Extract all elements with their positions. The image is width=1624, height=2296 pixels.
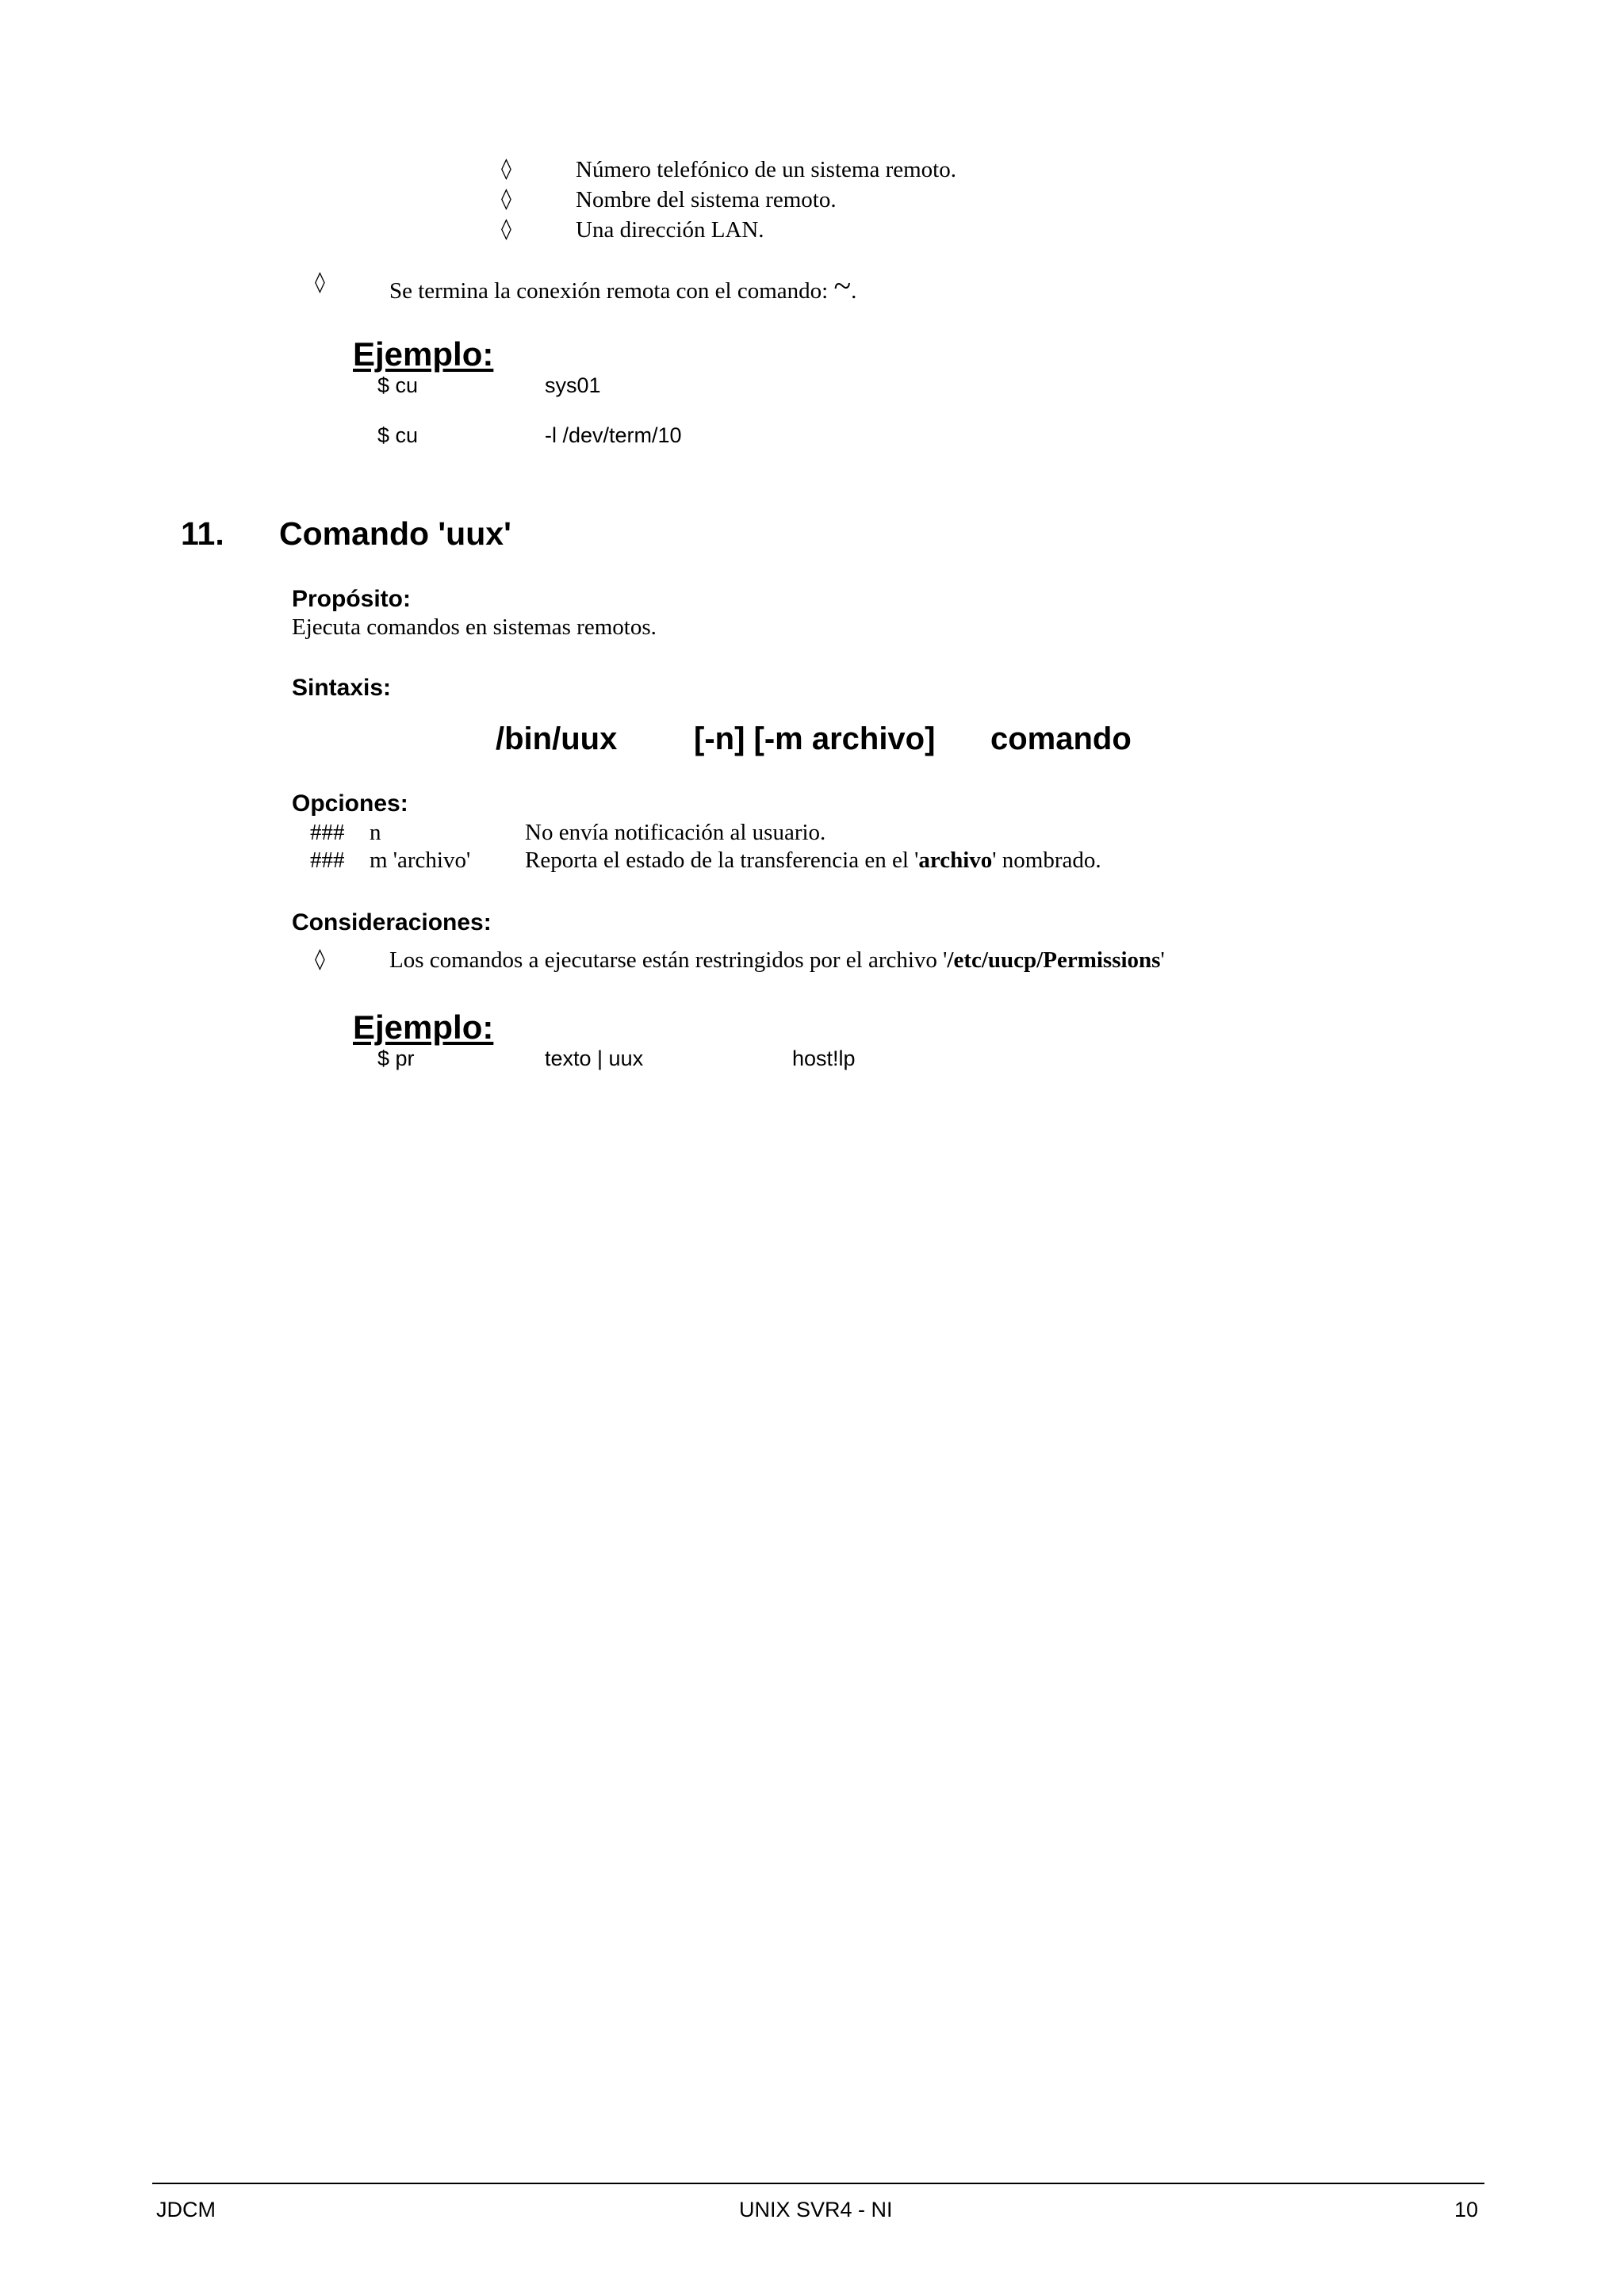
consideration-text: Los comandos a ejecutarse están restringidos por el archivo ' (389, 947, 948, 973)
example-command: $ cu (377, 373, 419, 397)
terminate-text (389, 268, 857, 304)
example-title: Ejemplo: (353, 1008, 494, 1046)
consideration-path: /etc/uucp/Permissions (947, 947, 1161, 973)
sub-bullet-item: Nombre del sistema remoto. (576, 187, 837, 212)
page-number: 10 (1454, 2198, 1479, 2221)
terminate-label: Se termina la conexión remota con el comando: (389, 278, 829, 304)
terminate-end: . (851, 278, 857, 304)
example-command: $ pr (377, 1047, 415, 1070)
option-flag: m 'archivo' (370, 848, 471, 873)
option-marker: ### (310, 820, 345, 845)
section-title: Comando 'uux' (279, 515, 511, 552)
option-description-end: ' nombrado. (992, 848, 1101, 873)
section-number: 11. (181, 515, 224, 552)
footer-rule (152, 2183, 1484, 2184)
example-argument: texto | uux (545, 1047, 644, 1070)
option-description-text: Reporta el estado de la transferencia en el ' (525, 848, 919, 873)
syntax-label: Sintaxis: (292, 675, 392, 701)
syntax-argument: comando (990, 721, 1132, 756)
purpose-text: Ejecuta comandos en sistemas remotos. (292, 614, 657, 640)
tilde-glyph: ~ (833, 268, 852, 304)
option-flag: n (370, 820, 381, 845)
sub-bullet-item: Número telefónico de un sistema remoto. (576, 157, 956, 182)
option-description-bold: archivo (918, 848, 993, 873)
example-argument: -l /dev/term/10 (545, 423, 682, 447)
bullet-icon: ◊ (501, 157, 511, 181)
bullet-icon: ◊ (501, 217, 511, 241)
bullet-icon: ◊ (315, 947, 325, 971)
considerations-label: Consideraciones: (292, 909, 492, 936)
example-argument: sys01 (545, 373, 601, 397)
option-description (525, 849, 1101, 872)
bullet-icon: ◊ (315, 270, 325, 294)
sub-bullet-item: Una dirección LAN. (576, 217, 764, 243)
example-command: $ cu (377, 423, 419, 447)
syntax-options: [-n] [-m archivo] (694, 721, 936, 756)
example-title: Ejemplo: (353, 335, 494, 373)
options-label: Opciones: (292, 790, 408, 817)
syntax-command: /bin/uux (496, 721, 618, 756)
example-target: host!lp (792, 1047, 856, 1070)
purpose-label: Propósito: (292, 586, 411, 612)
consideration-end: ' (1160, 947, 1165, 973)
footer-author: JDCM (156, 2198, 216, 2221)
consideration-item (389, 949, 1165, 972)
bullet-icon: ◊ (501, 187, 511, 211)
option-description-text: No envía notificación al usuario. (525, 820, 826, 845)
option-description (525, 821, 825, 844)
footer-title: UNIX SVR4 - NI (739, 2198, 893, 2221)
option-marker: ### (310, 848, 345, 873)
